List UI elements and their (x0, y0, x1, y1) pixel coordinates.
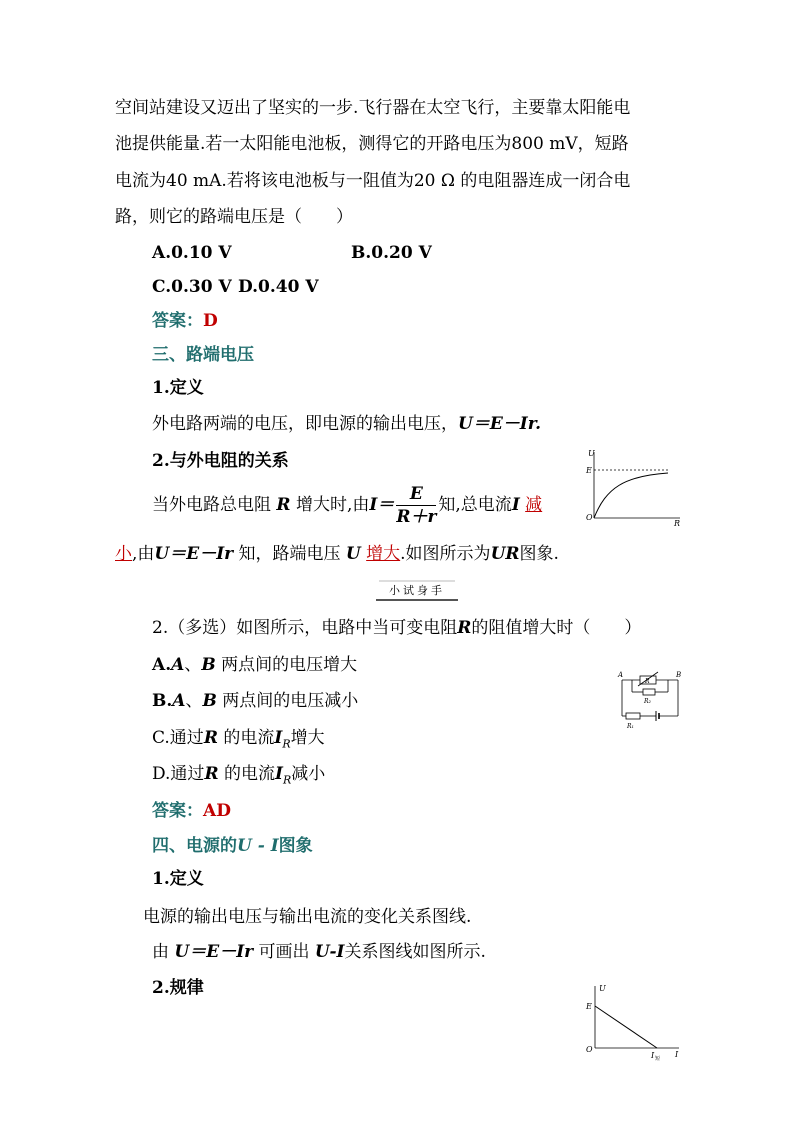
q2-option-letter: B. (152, 691, 173, 711)
answer-label: 答案： (152, 311, 203, 331)
graph2-isc-label: I (651, 1051, 655, 1060)
answer-value: AD (203, 801, 231, 821)
rel-r: R (276, 495, 291, 515)
q2-r: R (457, 618, 472, 638)
sec4-ui: U-I (314, 942, 345, 962)
q1-option-b: B.0.20 V (351, 243, 432, 263)
q2-text: 的阻值增大时（ ） (471, 618, 642, 638)
q2-option-text: 减小 (291, 764, 326, 784)
q2-option-b (152, 690, 358, 712)
q1-option-a: A.0.10 V (152, 243, 232, 263)
fraction-numerator: E (396, 483, 436, 506)
rel-answer-increase: 增大 (366, 544, 401, 564)
q2-r: R (204, 764, 219, 784)
rel-text: 知，路端电压 (238, 544, 341, 564)
q2-option-text: D.通过 (152, 764, 205, 784)
q2-option-letter: A. (152, 655, 172, 675)
q2-text: 2.（多选）如图所示，电路中当可变电阻 (152, 618, 458, 638)
current-i: I (274, 728, 283, 748)
q2-option-d (152, 763, 325, 791)
q2-option-text: 增大 (290, 728, 325, 748)
rel-i2: I (511, 495, 520, 515)
answer-label: 答案： (152, 801, 203, 821)
graph1-origin: O (586, 513, 593, 522)
sec3-rel-line-2 (115, 543, 559, 565)
circuit-diagram (612, 664, 684, 734)
sec3-rel-line-1 (152, 483, 542, 528)
sec4-title-text: 四、电源的 (152, 836, 237, 856)
q1-line-3: 电流为40 mA.若将该电池板与一阻值为20 Ω 的电阻器连成一闭合电 (115, 171, 631, 191)
point-b: B (201, 655, 216, 675)
sec4-def-title: 1.定义 (152, 869, 204, 889)
rel-equation: U＝E－Ir (154, 544, 234, 564)
banner-text: 小试身手 (389, 584, 445, 597)
u-i-graph (583, 982, 688, 1064)
q1-line-2: 池提供能量.若一太阳能电池板，测得它的开路电压为800 mV，短路 (115, 134, 629, 154)
q2-answer (152, 800, 231, 822)
def-text: 外电路两端的电压，即电源的输出电压， (152, 414, 458, 434)
rel-text: .如图所示为 (400, 544, 491, 564)
q2-option-c (152, 727, 325, 755)
current-subscript: R (282, 773, 292, 787)
point-a: A (171, 655, 185, 675)
q2-stem (152, 617, 641, 639)
graph1-y-label: U (588, 449, 595, 458)
answer-value: D (203, 311, 218, 331)
rel-text: ,由 (132, 544, 155, 564)
point-a: A (172, 691, 186, 711)
u-r-graph (580, 448, 690, 528)
rel-text: 知,总电流 (438, 495, 512, 515)
graph2-origin: O (586, 1045, 593, 1054)
section-4-title (152, 835, 313, 857)
separator: 、 (184, 655, 202, 675)
rel-i: I＝ (369, 495, 395, 515)
graph2-y-label: U (599, 984, 606, 993)
current-i: I (274, 764, 283, 784)
sec3-def-text (152, 413, 541, 435)
graph1-e-label: E (586, 466, 592, 475)
circuit-label-r2: R₂ (644, 698, 651, 705)
q2-option-a (152, 654, 357, 676)
q2-option-text: 的电流 (223, 764, 275, 784)
sec4-law-title: 2.规律 (152, 978, 204, 998)
fraction (396, 483, 436, 528)
section-3-title: 三、路端电压 (152, 345, 254, 365)
graph1-x-label: R (674, 519, 681, 528)
sec4-text: 可画出 (258, 942, 310, 962)
rel-answer-part-1: 减 (525, 495, 543, 515)
graph2-isc-subscript: 短 (655, 1056, 661, 1062)
rel-u: U (345, 544, 361, 564)
sec4-draw-text (152, 941, 486, 963)
q1-line-4: 路，则它的路端电压是（ ） (115, 207, 353, 227)
rel-answer-part-2: 小 (115, 544, 132, 564)
q2-option-text: 两点间的电压增大 (221, 655, 358, 675)
graph2-e-label: E (586, 1002, 592, 1011)
separator: 、 (185, 691, 203, 711)
graph2-x-label: I (675, 1050, 679, 1059)
sec4-title-text: 图象 (278, 836, 313, 856)
rel-text: 当外电路总电阻 (152, 495, 271, 515)
rel-text: 图象. (519, 544, 559, 564)
current-subscript: R (282, 737, 291, 751)
sec3-rel-title: 2.与外电阻的关系 (152, 451, 289, 471)
q1-option-c: C.0.30 V (152, 277, 232, 297)
q2-option-text: 两点间的电压减小 (222, 691, 359, 711)
sec4-text: 由 (152, 942, 169, 962)
circuit-label-r1: R₁ (627, 723, 634, 730)
sec4-def-text: 电源的输出电压与输出电流的变化关系图线. (143, 907, 472, 927)
sec4-text: 关系图线如图所示. (344, 942, 486, 962)
practice-banner (376, 578, 458, 602)
circuit-label-b: B (676, 671, 682, 679)
q2-r: R (203, 728, 218, 748)
q1-option-d: D.0.40 V (238, 277, 319, 297)
rel-ur: UR (490, 544, 520, 564)
q1-answer (152, 310, 218, 332)
def-equation: U＝E－Ir. (458, 414, 542, 434)
q2-option-text: 的电流 (223, 728, 275, 748)
sec4-equation: U＝E－Ir (174, 942, 254, 962)
circuit-label-r: R (645, 678, 650, 685)
q2-option-text: C.通过 (152, 728, 204, 748)
circuit-label-a: A (618, 671, 624, 679)
fraction-denominator: R＋r (396, 507, 437, 527)
sec4-title-ui: U - I (237, 836, 279, 856)
q1-line-1: 空间站建设又迈出了坚实的一步.飞行器在太空飞行，主要靠太阳能电 (115, 98, 631, 118)
rel-text: 增大时,由 (295, 495, 370, 515)
sec3-def-title: 1.定义 (152, 378, 204, 398)
point-b: B (202, 691, 217, 711)
